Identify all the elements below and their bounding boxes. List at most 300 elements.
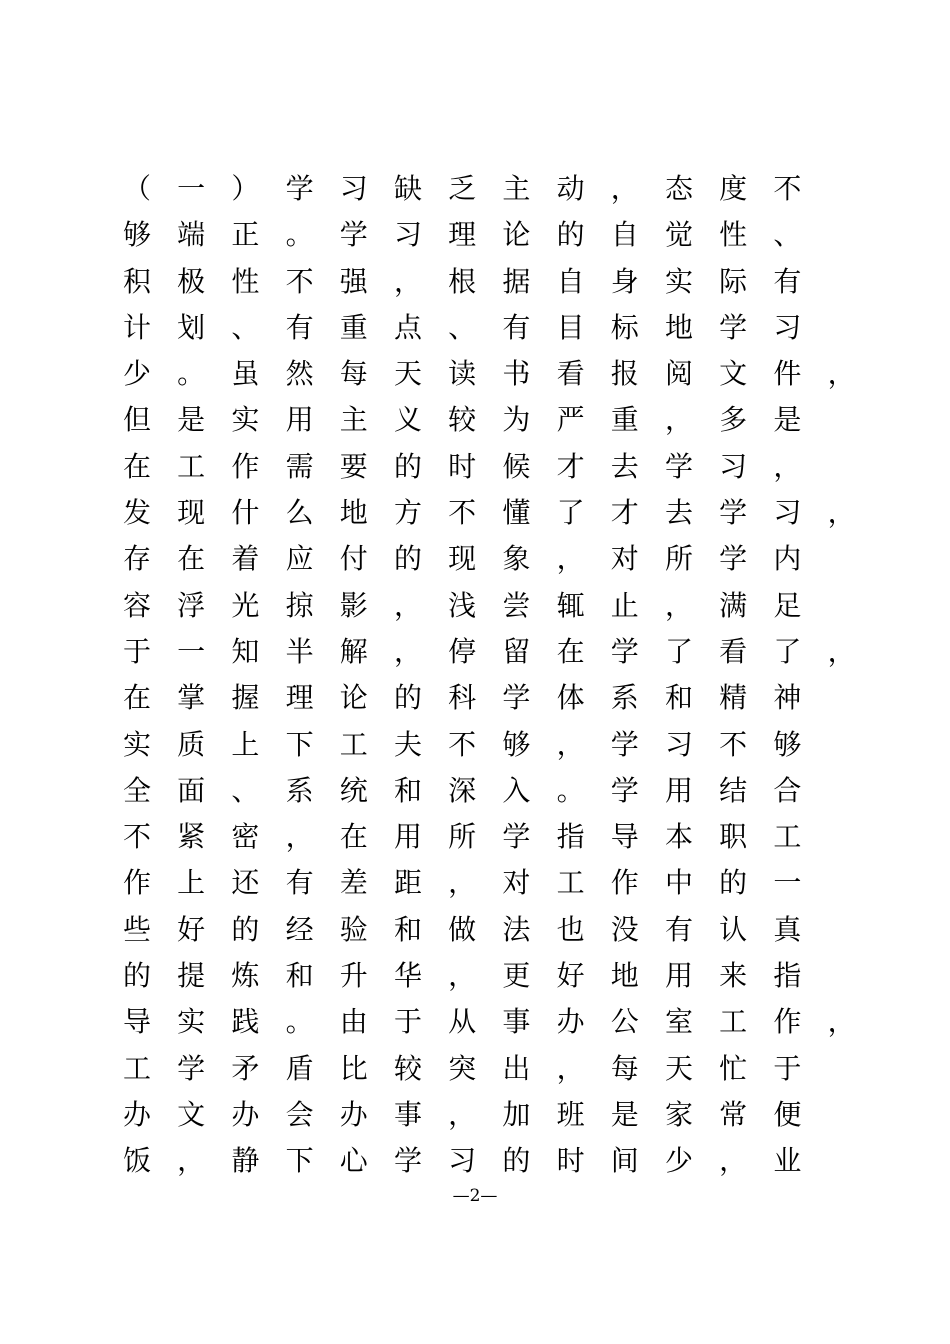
text-char: 知: [231, 634, 260, 668]
text-char: 于: [122, 634, 151, 668]
text-char: 导: [122, 1005, 151, 1039]
text-char: 时: [448, 449, 477, 483]
text-char: 自: [610, 218, 639, 252]
text-line: [110, 814, 870, 860]
text-char: 不: [719, 727, 748, 761]
text-char: 真: [773, 912, 802, 946]
text-char: 看: [556, 357, 585, 391]
text-char: ，: [556, 542, 585, 576]
text-char: 浅: [448, 588, 477, 622]
text-char: 、: [231, 773, 260, 807]
text-char: 现: [448, 542, 477, 576]
text-char: 神: [773, 681, 802, 715]
text-line: [110, 397, 870, 443]
text-char: 比: [339, 1051, 368, 1085]
text-char: 作: [773, 1005, 802, 1039]
text-char: 是: [177, 403, 206, 437]
text-char: 要: [339, 449, 368, 483]
text-char: 是: [773, 403, 802, 437]
text-char: 指: [773, 959, 802, 993]
text-char: 。: [285, 1005, 314, 1039]
text-char: 现: [177, 496, 206, 530]
text-char: 性: [231, 264, 260, 298]
text-char: 。: [177, 357, 206, 391]
text-char: 用: [393, 820, 422, 854]
text-char: 加: [502, 1097, 531, 1131]
text-char: 不: [773, 172, 802, 205]
text-char: 学: [719, 542, 748, 576]
text-char: 应: [285, 542, 314, 576]
text-char: 学: [339, 218, 368, 252]
text-char: 需: [285, 449, 314, 483]
text-char: 端: [177, 218, 206, 252]
text-char: 本: [664, 820, 693, 854]
text-char: 忙: [719, 1051, 748, 1085]
text-char: 乏: [448, 172, 477, 205]
text-char: 在: [339, 820, 368, 854]
text-char: 报: [610, 357, 639, 391]
text-char: 事: [393, 1097, 422, 1131]
text-char: 心: [339, 1144, 368, 1178]
text-char: 和: [393, 773, 422, 807]
text-char: 和: [285, 959, 314, 993]
text-char: 上: [177, 866, 206, 900]
text-char: 下: [285, 1144, 314, 1178]
text-char: 办: [556, 1005, 585, 1039]
text-char: 事: [502, 1005, 531, 1039]
text-char: 候: [502, 449, 531, 483]
text-char: ，: [719, 1144, 748, 1178]
text-char: 尝: [502, 588, 531, 622]
text-char: 不: [448, 727, 477, 761]
text-char: 差: [339, 866, 368, 900]
text-char: 静: [231, 1144, 260, 1178]
text-char: 文: [719, 357, 748, 391]
text-char: 办: [339, 1097, 368, 1131]
text-char: 从: [448, 1005, 477, 1039]
text-char: 觉: [664, 218, 693, 252]
text-char: 经: [285, 912, 314, 946]
text-char: 较: [448, 403, 477, 437]
text-line: [110, 768, 870, 814]
text-char: ，: [448, 1097, 477, 1131]
text-char: 全: [122, 773, 151, 807]
text-char: 指: [556, 820, 585, 854]
text-char: ，: [177, 1144, 206, 1178]
text-char: 作: [231, 449, 260, 483]
text-char: 公: [610, 1005, 639, 1039]
text-char: 不: [448, 496, 477, 530]
text-char: 留: [502, 634, 531, 668]
text-char: 办: [122, 1097, 151, 1131]
text-char: 虽: [231, 357, 260, 391]
text-char: 然: [285, 357, 314, 391]
text-char: 工: [719, 1005, 748, 1039]
text-char: 积: [122, 264, 151, 298]
text-char: 去: [610, 449, 639, 483]
text-char: 的: [231, 912, 260, 946]
text-char: ，: [610, 172, 639, 205]
text-char: 不: [285, 264, 314, 298]
text-char: 盾: [285, 1051, 314, 1085]
text-char: 性: [719, 218, 748, 252]
text-char: 主: [502, 172, 531, 205]
text-char: 饭: [122, 1144, 151, 1178]
text-char: 方: [393, 496, 422, 530]
text-char: 学: [285, 172, 314, 205]
text-char: 什: [231, 496, 260, 530]
text-char: 精: [719, 681, 748, 715]
text-char: 。: [285, 218, 314, 252]
text-char: 每: [610, 1051, 639, 1085]
text-char: 地: [339, 496, 368, 530]
text-line: [110, 722, 870, 768]
text-char: 对: [610, 542, 639, 576]
text-char: 系: [285, 773, 314, 807]
text-char: ，: [393, 634, 422, 668]
text-line: [110, 444, 870, 490]
text-char: 出: [502, 1051, 531, 1085]
text-char: 着: [231, 542, 260, 576]
text-char: 较: [393, 1051, 422, 1085]
text-char: 光: [231, 588, 260, 622]
text-char: 职: [719, 820, 748, 854]
text-char: 有: [502, 310, 531, 344]
text-char: 标: [610, 310, 639, 344]
text-char: 根: [448, 264, 477, 298]
text-char: 有: [285, 866, 314, 900]
text-char: 、: [231, 310, 260, 344]
text-char: 办: [231, 1097, 260, 1131]
text-char: 了: [556, 496, 585, 530]
body-text: [110, 166, 870, 1185]
text-char: 学: [664, 449, 693, 483]
text-char: 读: [448, 357, 477, 391]
text-char: 义: [393, 403, 422, 437]
text-char: 习: [773, 310, 802, 344]
text-char: ，: [556, 727, 585, 761]
text-char: 所: [448, 820, 477, 854]
text-char: 常: [719, 1097, 748, 1131]
text-char: 认: [719, 912, 748, 946]
text-char: 学: [719, 310, 748, 344]
text-char: 一: [773, 866, 802, 900]
text-char: 面: [177, 773, 206, 807]
text-char: 于: [773, 1051, 802, 1085]
text-char: 学: [502, 820, 531, 854]
text-char: 的: [393, 681, 422, 715]
text-char: 少: [664, 1144, 693, 1178]
text-char: 在: [122, 449, 151, 483]
text-char: 时: [556, 1144, 585, 1178]
text-char: 用: [664, 773, 693, 807]
text-char: ，: [664, 403, 693, 437]
text-char: 的: [393, 449, 422, 483]
text-char: 么: [285, 496, 314, 530]
text-char: 影: [339, 588, 368, 622]
text-char: 重: [610, 403, 639, 437]
text-char: 实: [664, 264, 693, 298]
text-char: 夫: [393, 727, 422, 761]
text-line: [110, 351, 870, 397]
text-char: 据: [502, 264, 531, 298]
text-char: 实: [231, 403, 260, 437]
text-char: 学: [610, 727, 639, 761]
text-char: 理: [285, 681, 314, 715]
text-char: 所: [664, 542, 693, 576]
text-char: 工: [339, 727, 368, 761]
text-char: 去: [664, 496, 693, 530]
text-line: [110, 999, 870, 1045]
text-char: 态: [664, 172, 693, 205]
text-char: 点: [393, 310, 422, 344]
text-char: 了: [773, 634, 802, 668]
text-char: 划: [177, 310, 206, 344]
text-char: 也: [556, 912, 585, 946]
text-char: 统: [339, 773, 368, 807]
text-char: 提: [177, 959, 206, 993]
text-line: [110, 212, 870, 258]
text-char: 导: [610, 820, 639, 854]
text-char: 对: [502, 866, 531, 900]
text-char: 天: [664, 1051, 693, 1085]
text-char: 足: [773, 588, 802, 622]
text-char: 的: [393, 542, 422, 576]
text-char: 家: [664, 1097, 693, 1131]
text-char: 但: [122, 403, 151, 437]
text-char: 论: [339, 681, 368, 715]
text-line: [110, 907, 870, 953]
text-char: 的: [502, 1144, 531, 1178]
text-char: ，: [664, 588, 693, 622]
text-line: [110, 583, 870, 629]
text-char: ，: [448, 959, 477, 993]
text-char: 习: [664, 727, 693, 761]
text-line: [110, 1092, 870, 1138]
text-char: 有: [773, 264, 802, 298]
text-char: 工: [122, 1051, 151, 1085]
text-line: [110, 629, 870, 675]
text-char: 入: [502, 773, 531, 807]
text-char: ，: [393, 588, 422, 622]
text-char: 用: [664, 959, 693, 993]
text-line: [110, 166, 870, 212]
text-line: [110, 259, 870, 305]
text-char: 一: [177, 172, 206, 205]
text-char: 象: [502, 542, 531, 576]
text-char: 的: [556, 218, 585, 252]
text-char: 学: [610, 773, 639, 807]
text-char: 用: [285, 403, 314, 437]
text-char: 容: [122, 588, 151, 622]
text-char: 看: [719, 634, 748, 668]
text-char: 度: [719, 172, 748, 205]
text-char: 正: [231, 218, 260, 252]
text-char: 实: [122, 727, 151, 761]
text-char: 每: [339, 357, 368, 391]
text-char: 结: [719, 773, 748, 807]
text-char: 、: [448, 310, 477, 344]
text-line: [110, 860, 870, 906]
text-char: 了: [664, 634, 693, 668]
text-char: 浮: [177, 588, 206, 622]
text-char: 工: [556, 866, 585, 900]
text-char: 作: [610, 866, 639, 900]
text-char: 主: [339, 403, 368, 437]
text-char: 做: [448, 912, 477, 946]
text-char: 够: [773, 727, 802, 761]
text-char: 够: [502, 727, 531, 761]
text-char: 内: [773, 542, 802, 576]
text-char: 由: [339, 1005, 368, 1039]
text-char: 深: [448, 773, 477, 807]
text-char: 极: [177, 264, 206, 298]
text-char: 一: [177, 634, 206, 668]
text-char: 炼: [231, 959, 260, 993]
text-char: 多: [719, 403, 748, 437]
text-char: ，: [393, 264, 422, 298]
text-char: ，: [448, 866, 477, 900]
text-char: 更: [502, 959, 531, 993]
text-char: 才: [610, 496, 639, 530]
text-char: 阅: [664, 357, 693, 391]
text-char: 计: [122, 310, 151, 344]
text-char: 的: [122, 959, 151, 993]
text-char: ，: [285, 820, 314, 854]
text-char: ，: [827, 357, 856, 391]
text-char: 件: [773, 357, 802, 391]
text-char: 中: [664, 866, 693, 900]
text-char: 突: [448, 1051, 477, 1085]
text-char: 班: [556, 1097, 585, 1131]
text-char: 停: [448, 634, 477, 668]
text-char: 不: [122, 820, 151, 854]
text-char: 才: [556, 449, 585, 483]
text-char: 于: [393, 1005, 422, 1039]
text-char: 满: [719, 588, 748, 622]
text-char: 和: [664, 681, 693, 715]
text-char: 辄: [556, 588, 585, 622]
text-char: ）: [231, 172, 260, 205]
text-char: 。: [556, 773, 585, 807]
text-char: 够: [122, 218, 151, 252]
text-char: 重: [339, 310, 368, 344]
text-char: 室: [664, 1005, 693, 1039]
text-char: 紧: [177, 820, 206, 854]
text-line: [110, 490, 870, 536]
text-char: 地: [610, 959, 639, 993]
text-char: 论: [502, 218, 531, 252]
text-char: 实: [177, 1005, 206, 1039]
text-char: 半: [285, 634, 314, 668]
text-char: 少: [122, 357, 151, 391]
text-char: 懂: [502, 496, 531, 530]
text-char: ，: [556, 1051, 585, 1085]
text-char: 发: [122, 496, 151, 530]
text-char: 业: [773, 1144, 802, 1178]
text-char: 目: [556, 310, 585, 344]
text-char: 来: [719, 959, 748, 993]
text-char: 的: [719, 866, 748, 900]
text-line: [110, 675, 870, 721]
text-char: 践: [231, 1005, 260, 1039]
text-char: 缺: [393, 172, 422, 205]
text-char: 止: [610, 588, 639, 622]
text-char: 存: [122, 542, 151, 576]
text-char: 动: [556, 172, 585, 205]
text-char: 没: [610, 912, 639, 946]
text-char: 好: [556, 959, 585, 993]
text-char: 学: [719, 496, 748, 530]
text-line: [110, 1138, 870, 1184]
text-char: 自: [556, 264, 585, 298]
text-char: 便: [773, 1097, 802, 1131]
text-char: 地: [664, 310, 693, 344]
text-char: 习: [719, 449, 748, 483]
text-char: 工: [773, 820, 802, 854]
text-char: 华: [393, 959, 422, 993]
text-char: 学: [502, 681, 531, 715]
text-char: 间: [610, 1144, 639, 1178]
text-char: 学: [610, 634, 639, 668]
page-number: —2—: [452, 1186, 498, 1206]
text-char: 学: [393, 1144, 422, 1178]
text-char: 系: [610, 681, 639, 715]
text-char: 在: [177, 542, 206, 576]
text-char: 密: [231, 820, 260, 854]
text-char: 上: [231, 727, 260, 761]
text-char: 好: [177, 912, 206, 946]
text-char: 有: [285, 310, 314, 344]
text-char: 掠: [285, 588, 314, 622]
text-char: 有: [664, 912, 693, 946]
text-char: 严: [556, 403, 585, 437]
text-char: 些: [122, 912, 151, 946]
text-char: 体: [556, 681, 585, 715]
text-char: （: [122, 172, 151, 205]
text-char: 为: [502, 403, 531, 437]
text-char: 下: [285, 727, 314, 761]
text-char: 解: [339, 634, 368, 668]
text-char: 工: [177, 449, 206, 483]
text-char: 还: [231, 866, 260, 900]
text-char: 距: [393, 866, 422, 900]
text-line: [110, 953, 870, 999]
text-char: 身: [610, 264, 639, 298]
text-char: ，: [827, 1005, 856, 1039]
text-char: 文: [177, 1097, 206, 1131]
text-char: 天: [393, 357, 422, 391]
text-char: 习: [448, 1144, 477, 1178]
text-char: 理: [448, 218, 477, 252]
text-char: 习: [393, 218, 422, 252]
text-char: 质: [177, 727, 206, 761]
text-char: ，: [827, 634, 856, 668]
text-char: 在: [122, 681, 151, 715]
text-char: 验: [339, 912, 368, 946]
text-char: 会: [285, 1097, 314, 1131]
text-char: 科: [448, 681, 477, 715]
text-char: 掌: [177, 681, 206, 715]
text-char: 合: [773, 773, 802, 807]
text-char: ，: [827, 496, 856, 530]
text-char: 升: [339, 959, 368, 993]
text-char: 付: [339, 542, 368, 576]
text-line: [110, 1046, 870, 1092]
text-char: 际: [719, 264, 748, 298]
text-char: 习: [773, 496, 802, 530]
text-char: 矛: [231, 1051, 260, 1085]
